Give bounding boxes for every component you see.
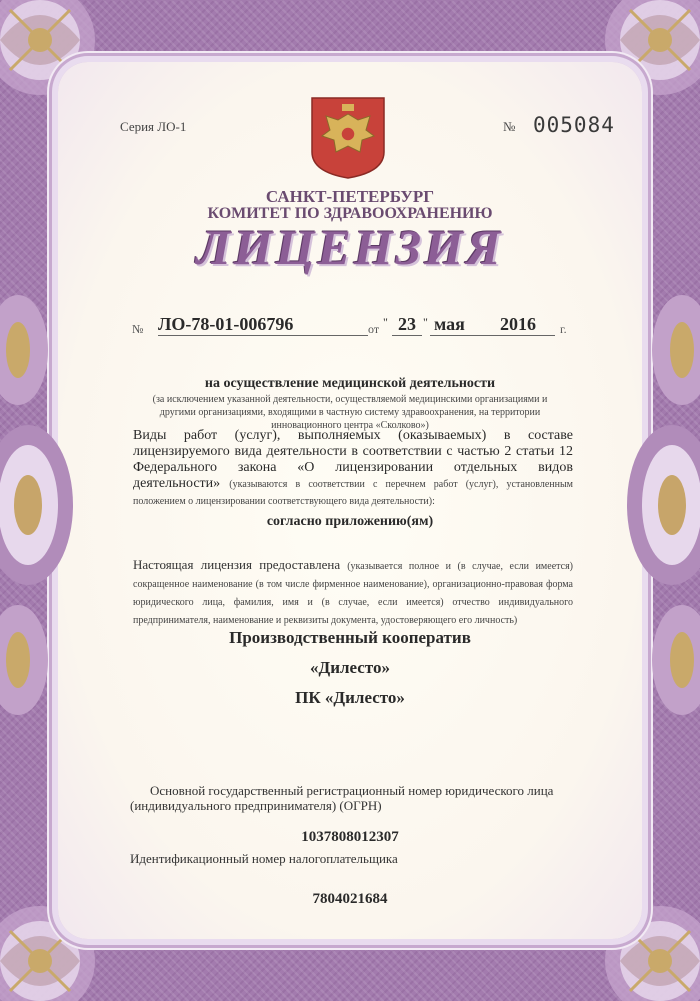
document-title: ЛИЦЕНЗИЯ — [196, 219, 504, 275]
activity-title: на осуществление медицинской деятельности — [204, 376, 496, 391]
granted-paragraph — [133, 557, 573, 629]
license-number-label: № — [132, 322, 144, 336]
side-ornament-icon — [0, 290, 68, 410]
coat-of-arms-icon — [308, 96, 388, 180]
license-month: мая — [430, 314, 504, 336]
organization-line-2: «Дилесто» — [310, 658, 390, 677]
license-day: 23 — [392, 314, 422, 336]
series-label: Серия ЛО-1 — [120, 119, 187, 134]
quote-open: " — [383, 315, 388, 329]
organization-line-1: Производственный кооператив — [229, 628, 471, 647]
issuer-committee: КОМИТЕТ ПО ЗДРАВООХРАНЕНИЮ — [207, 205, 493, 222]
side-ornament-icon — [602, 420, 700, 590]
ogrn-label-line-1: Основной государственный регистрационный номер юридического лица — [150, 783, 554, 798]
license-number: ЛО-78-01-006796 — [158, 314, 368, 336]
ogrn-value: 1037808012307 — [301, 829, 399, 845]
license-year: 2016 — [500, 314, 555, 336]
inn-label: Идентификационный номер налогоплательщика — [130, 851, 398, 866]
blank-number: 005084 — [533, 113, 615, 137]
issuer-city: САНКТ-ПЕТЕРБУРГ — [265, 187, 435, 206]
quote-close: " — [423, 315, 428, 329]
granted-lead: Настоящая лицензия предоставлена — [133, 557, 341, 572]
activity-kinds — [133, 428, 573, 510]
per-appendix: согласно приложению(ям) — [266, 514, 434, 529]
side-ornament-icon — [0, 420, 98, 590]
activity-exclusion-note: (за исключением указанной деятельности, осуществляемой медицинскими организациями и другими организациями, входящими в частную систему здравоохранения, на территории инновационного центра «Сколково») — [152, 394, 548, 431]
activity-kinds-note: (указываются в соответствии с перечнем работ (услуг), установленным положением о лицензировании соответствующего вида деятельности): — [133, 479, 574, 507]
activity-kinds-text: Виды работ (услуг), выполняемых (оказываемых) в составе лицензируемого вида деятельности в соответствии с частью 2 статьи 12 Федерального закона «О лицензировании отдельных видов деятельности» — [133, 428, 573, 491]
ogrn-label-line-2: (индивидуального предпринимателя) (ОГРН) — [130, 798, 382, 813]
ogrn-label — [130, 783, 570, 813]
side-ornament-icon — [632, 290, 700, 410]
blank-number-label: № — [503, 119, 516, 134]
date-from-label: от — [368, 322, 380, 336]
inn-value: 7804021684 — [312, 891, 388, 907]
year-suffix: г. — [560, 322, 567, 336]
granted-note: (указывается полное и (в случае, если имеется) сокращенное наименование (в том числе фирменное наименование), организационно-правовая форма юридического лица, фамилия, имя и (в случае, если имеется) отчество индивидуального предпринимателя, наименование и реквизиты документа, удостоверяющего его личность) — [133, 561, 574, 626]
organization-line-3: ПК «Дилесто» — [295, 688, 405, 707]
